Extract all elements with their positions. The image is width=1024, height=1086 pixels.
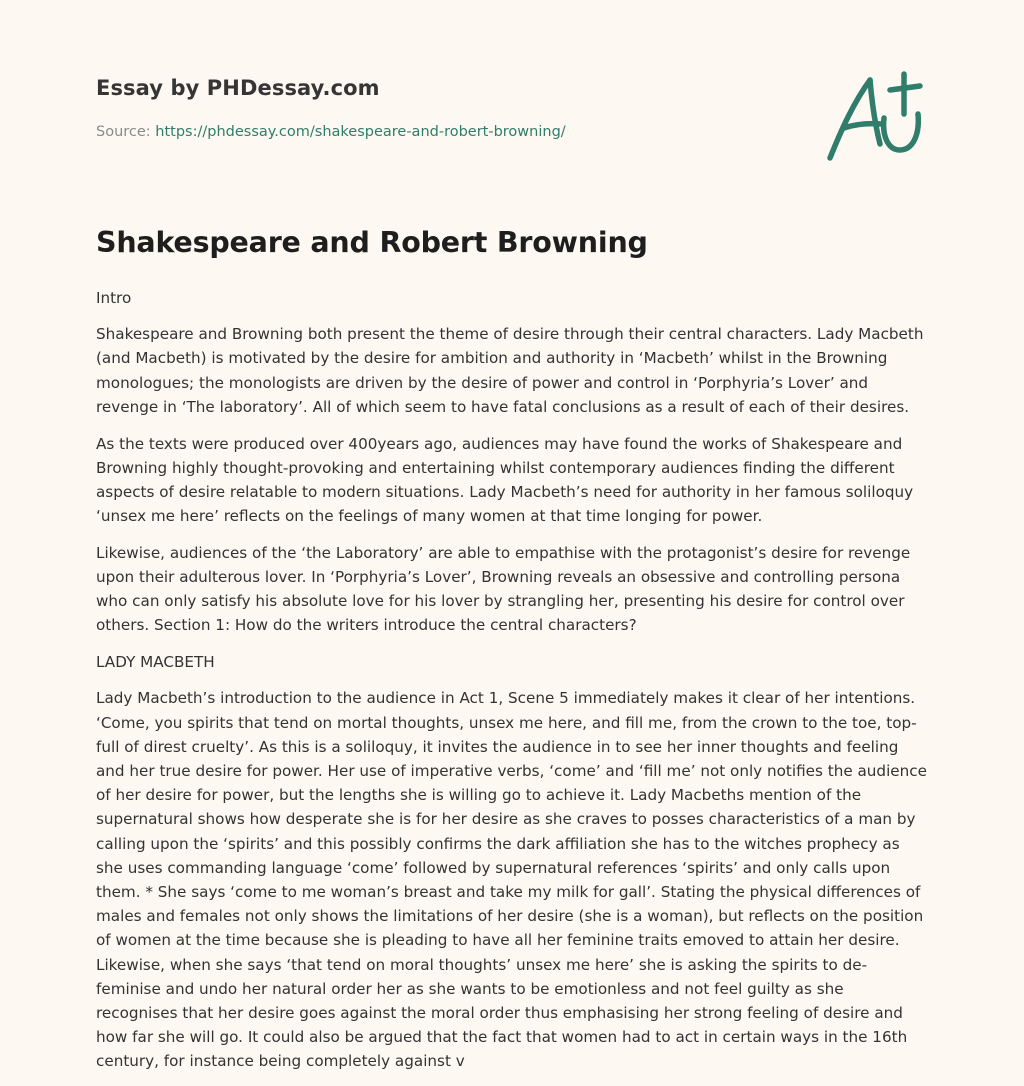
paragraph-3: Likewise, audiences of the ‘the Laboratory’ are able to empathise with the protagonist’s desire for revenge upon their adulterous lover. In ‘Porphyria’s Lover’, Browning reveals an obsessive and controlling persona who can only satisfy his absolute love for his lover by strangling her, presenting his desire for control over others. Section 1: How do the writers introduce the central characters? xyxy=(96,543,911,635)
essay-body xyxy=(96,286,928,1086)
site-brand: Essay by PHDessay.com xyxy=(96,76,380,100)
paragraph-2: As the texts were produced over 400years ago, audiences may have found the works of Shakespeare and Browning highly thought-provoking and entertaining whilst contemporary audiences finding the different aspects of desire relatable to modern situations. Lady Macbeth’s need for authority in her famous soliloquy ‘unsex me here’ reflects on the feelings of many women at that time longing for power. xyxy=(96,434,914,526)
paragraph-4: Lady Macbeth’s introduction to the audience in Act 1, Scene 5 immediately makes it clear of her intentions. ‘Come, you spirits that tend on mortal thoughts, unsex me here, and fill me, from the crown to the toe, top-full of direst cruelty’. As this is a soliloquy, it invites the audience in to see her inner thoughts and feeling and her true desire for power. Her use of imperative verbs, ‘come’ and ‘fill me’ not only notifies the audience of her desire for power, but the lengths she is willing go to achieve it. Lady Macbeths mention of the supernatural shows how desperate she is for her desire as she craves to posses characteristics of a man by calling upon the ‘spirits’ and this possibly confirms the dark affiliation she has to the witches prophecy as she uses commanding language ‘come’ followed by supernatural references ‘spirits’ and only calls upon them. * She says ‘come to me woman’s breast and take my milk for gall’. Stating the physical differences of males and females not only shows the limitations of her desire (she is a woman), but reflects on the position of women at the time because she is pleading to have all her feminine traits emoved to attain her desire. Likewise, when she says ‘that tend on moral thoughts’ unsex me here’ she is asking the spirits to de-feminise and undo her natural order her as she wants to be emotionless and not feel guilty as she recognises that her desire goes against the moral order thus emphasising her strong feeling of desire and how far she will go. It could also be argued that the fact that women had to act in certain ways in the 16th century, for instance being completely against v xyxy=(96,689,927,1071)
paragraph-1: Shakespeare and Browning both present the theme of desire through their central characters. Lady Macbeth (and Macbeth) is motivated by the desire for ambition and authority in ‘Macbeth’ whilst in the Browning monologues; the monologists are driven by the desire of power and control in ‘Porphyria’s Lover’ and revenge in ‘The laboratory’. All of which seem to have fatal conclusions as a result of each of their desires. xyxy=(96,325,924,416)
a-plus-logo-icon xyxy=(822,66,928,166)
source-link[interactable]: https://phdessay.com/shakespeare-and-robert-browning/ xyxy=(155,124,566,140)
source-line xyxy=(96,124,566,140)
source-label: Source: xyxy=(96,124,156,140)
essay-title: Shakespeare and Robert Browning xyxy=(96,226,648,259)
intro-heading: Intro xyxy=(96,289,132,307)
section-heading: LADY MACBETH xyxy=(96,653,215,672)
